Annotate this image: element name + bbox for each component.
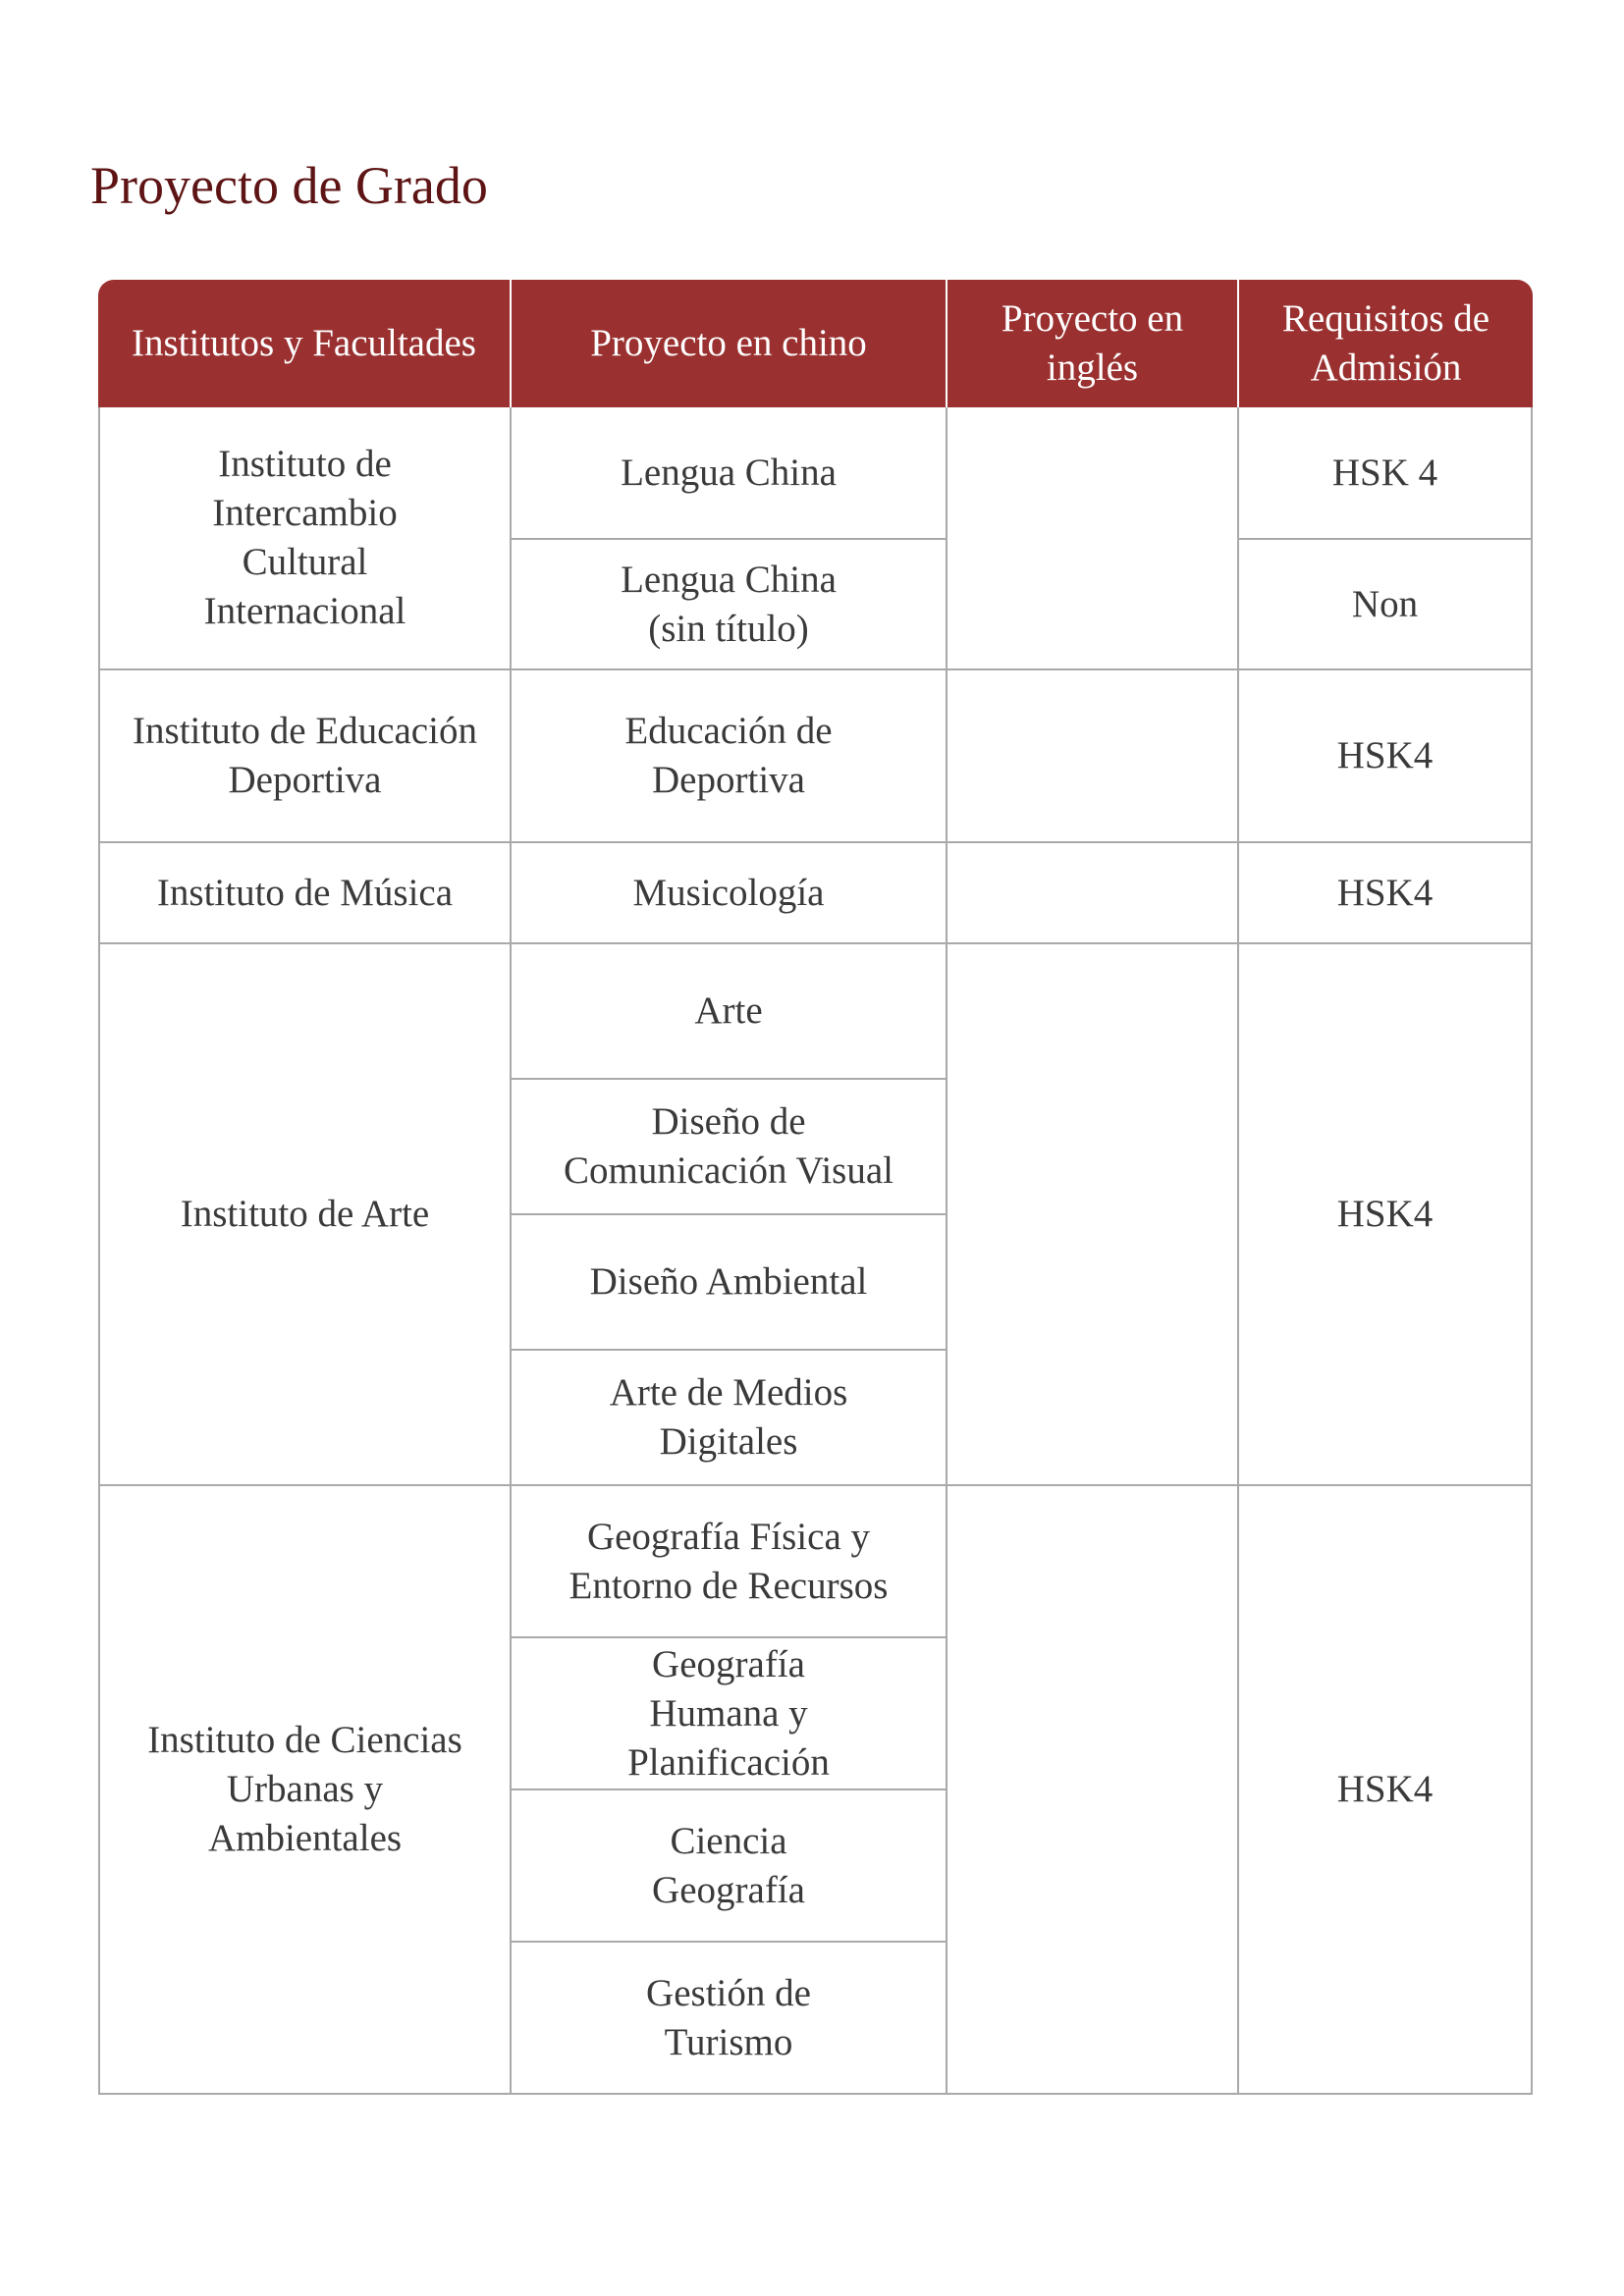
- program-cell: Arte: [512, 944, 947, 1080]
- header-institutes: Institutos y Facultades: [98, 280, 512, 407]
- program-cell: Diseño Ambiental: [512, 1215, 947, 1351]
- institute-cell: Instituto de Arte: [98, 944, 512, 1486]
- english-project-cell: [947, 843, 1239, 944]
- english-project-cell: [947, 670, 1239, 843]
- program-cell: Ciencia Geografía: [512, 1790, 947, 1943]
- english-project-cell: [947, 944, 1239, 1486]
- header-project-english: Proyecto en inglés: [947, 280, 1239, 407]
- table-header-row: [98, 280, 1533, 407]
- english-project-cell: [947, 407, 1239, 670]
- requirement-cell: Non: [1239, 540, 1533, 670]
- program-cell: Lengua China: [512, 407, 947, 540]
- program-cell: Arte de Medios Digitales: [512, 1351, 947, 1486]
- english-project-cell: [947, 1486, 1239, 2095]
- table-row: [98, 670, 1533, 843]
- table-row: [98, 843, 1533, 944]
- program-table: [98, 280, 1533, 2095]
- program-cell: Educación de Deportiva: [512, 670, 947, 843]
- table-row: [98, 1486, 1533, 1638]
- institute-cell: Instituto de Música: [98, 843, 512, 944]
- requirement-cell: HSK4: [1239, 944, 1533, 1486]
- table-row: [98, 944, 1533, 1080]
- program-cell: Geografía Humana y Planificación: [512, 1638, 947, 1790]
- program-cell: Musicología: [512, 843, 947, 944]
- page-title: Proyecto de Grado: [90, 156, 488, 215]
- institute-cell: Instituto de Ciencias Urbanas y Ambientales: [98, 1486, 512, 2095]
- table-row: [98, 407, 1533, 540]
- program-table-container: [98, 280, 1533, 2095]
- header-requirements: Requisitos de Admisión: [1239, 280, 1533, 407]
- program-cell: Lengua China (sin título): [512, 540, 947, 670]
- institute-cell: Instituto de Educación Deportiva: [98, 670, 512, 843]
- institute-cell: Instituto de Intercambio Cultural Internacional: [98, 407, 512, 670]
- requirement-cell: HSK4: [1239, 1486, 1533, 2095]
- requirement-cell: HSK 4: [1239, 407, 1533, 540]
- header-project-chinese: Proyecto en chino: [512, 280, 947, 407]
- requirement-cell: HSK4: [1239, 843, 1533, 944]
- program-cell: Diseño de Comunicación Visual: [512, 1080, 947, 1215]
- program-cell: Gestión de Turismo: [512, 1943, 947, 2095]
- requirement-cell: HSK4: [1239, 670, 1533, 843]
- program-cell: Geografía Física y Entorno de Recursos: [512, 1486, 947, 1638]
